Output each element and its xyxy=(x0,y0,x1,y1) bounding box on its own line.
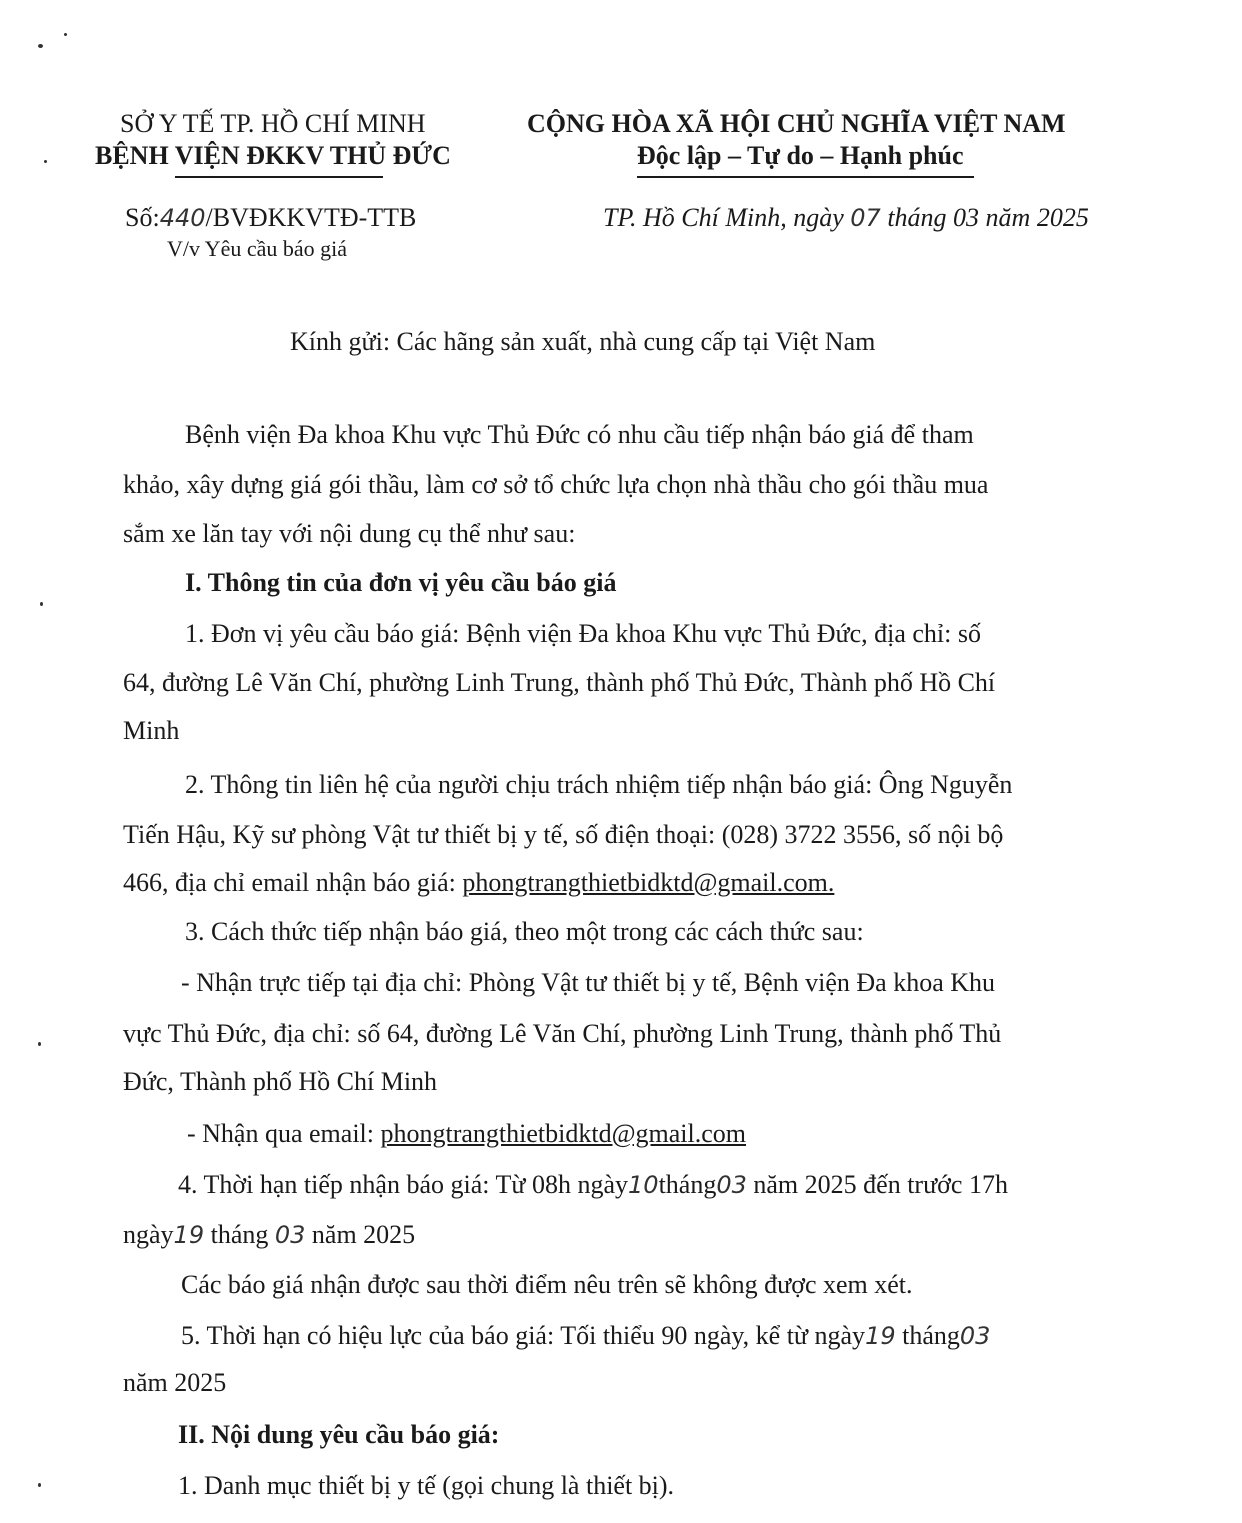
scan-speck xyxy=(44,160,47,163)
item-line: - Nhận trực tiếp tại địa chỉ: Phòng Vật tư thiết bị y tế, Bệnh viện Đa khoa Khu xyxy=(181,968,996,997)
handwritten-value: 19 xyxy=(865,1322,896,1350)
handwritten-value: 03 xyxy=(959,1322,991,1350)
text-run: tháng xyxy=(210,1220,269,1249)
item-line xyxy=(187,1119,746,1149)
text-run: tháng xyxy=(658,1170,717,1199)
text-run: tháng xyxy=(902,1321,960,1350)
text-run: năm 2025 đến trước 17h xyxy=(753,1170,1008,1199)
handwritten-value: 03 xyxy=(274,1221,306,1249)
handwritten-value: 19 xyxy=(173,1221,205,1249)
hospital-underline xyxy=(175,176,383,178)
document-subject: V/v Yêu cầu báo giá xyxy=(167,236,348,261)
item-line: Tiến Hậu, Kỹ sư phòng Vật tư thiết bị y tế, số điện thoại: (028) 3722 3556, số nội bộ xyxy=(123,820,1004,849)
item-line: 3. Cách thức tiếp nhận báo giá, theo một trong các cách thức sau: xyxy=(185,917,864,946)
hospital-name: BỆNH VIỆN ĐKKV THỦ ĐỨC xyxy=(95,141,451,170)
item-line xyxy=(178,1170,1008,1200)
text-run: ngày xyxy=(123,1220,174,1249)
scan-speck xyxy=(40,602,43,606)
handwritten-value: 03 xyxy=(716,1171,747,1199)
item-line: 1. Đơn vị yêu cầu báo giá: Bệnh viện Đa khoa Khu vực Thủ Đức, địa chỉ: số xyxy=(185,619,981,648)
intro-line: khảo, xây dựng giá gói thầu, làm cơ sở tổ chức lựa chọn nhà thầu cho gói thầu mua xyxy=(123,470,989,499)
date-prefix: TP. Hồ Chí Minh, ngày xyxy=(603,203,844,232)
scan-speck xyxy=(38,1483,41,1487)
intro-line: sắm xe lăn tay với nội dung cụ thể như sau: xyxy=(123,519,576,548)
department-name: SỞ Y TẾ TP. HỒ CHÍ MINH xyxy=(120,109,426,138)
motto-underline xyxy=(637,176,974,178)
handwritten-value: 10 xyxy=(628,1171,659,1199)
document-number-prefix: Số: xyxy=(125,203,160,232)
document-number xyxy=(125,203,416,233)
section-heading: I. Thông tin của đơn vị yêu cầu báo giá xyxy=(185,568,617,597)
scan-speck xyxy=(38,44,43,48)
item-line: Minh xyxy=(123,716,180,745)
document-number-handwritten: 440 xyxy=(159,204,206,232)
item-line xyxy=(181,1321,990,1351)
document-number-suffix: /BVĐKKVTĐ-TTB xyxy=(205,203,417,232)
country-name: CỘNG HÒA XÃ HỘI CHỦ NGHĨA VIỆT NAM xyxy=(527,109,1066,138)
document-date xyxy=(603,203,1089,233)
scan-speck xyxy=(38,1042,41,1046)
text-run: 5. Thời hạn có hiệu lực của báo giá: Tối thiểu 90 ngày, kể từ ngày xyxy=(181,1321,866,1350)
scan-speck xyxy=(64,33,67,36)
email-label: - Nhận qua email: xyxy=(187,1119,381,1148)
item-line: vực Thủ Đức, địa chỉ: số 64, đường Lê Văn Chí, phường Linh Trung, thành phố Thủ xyxy=(123,1019,1002,1048)
recipient-line: Kính gửi: Các hãng sản xuất, nhà cung cấp tại Việt Nam xyxy=(290,327,876,356)
submission-email-link[interactable]: phongtrangthietbidktd@gmail.com xyxy=(380,1119,746,1148)
item-line xyxy=(123,1220,415,1250)
section-heading: II. Nội dung yêu cầu báo giá: xyxy=(178,1420,500,1449)
contact-email-link[interactable]: phongtrangthietbidktd@gmail.com. xyxy=(462,868,835,897)
email-label: 466, địa chỉ email nhận báo giá: xyxy=(123,868,463,897)
deadline-note: Các báo giá nhận được sau thời điểm nêu trên sẽ không được xem xét. xyxy=(181,1270,913,1299)
item-line: 2. Thông tin liên hệ của người chịu trách nhiệm tiếp nhận báo giá: Ông Nguyễn xyxy=(185,770,1013,799)
date-day-handwritten: 07 xyxy=(850,204,881,232)
national-motto: Độc lập – Tự do – Hạnh phúc xyxy=(637,141,964,170)
intro-line: Bệnh viện Đa khoa Khu vực Thủ Đức có nhu cầu tiếp nhận báo giá để tham xyxy=(185,420,974,449)
item-line: 64, đường Lê Văn Chí, phường Linh Trung, thành phố Thủ Đức, Thành phố Hồ Chí xyxy=(123,668,996,697)
text-run: 4. Thời hạn tiếp nhận báo giá: Từ 08h ngày xyxy=(178,1170,629,1199)
item-line xyxy=(123,868,834,898)
item-line: Đức, Thành phố Hồ Chí Minh xyxy=(123,1067,438,1096)
text-run: năm 2025 xyxy=(311,1220,416,1249)
item-line: 1. Danh mục thiết bị y tế (gọi chung là thiết bị). xyxy=(178,1471,675,1500)
item-line: năm 2025 xyxy=(123,1368,227,1397)
date-suffix: tháng 03 năm 2025 xyxy=(887,203,1089,232)
